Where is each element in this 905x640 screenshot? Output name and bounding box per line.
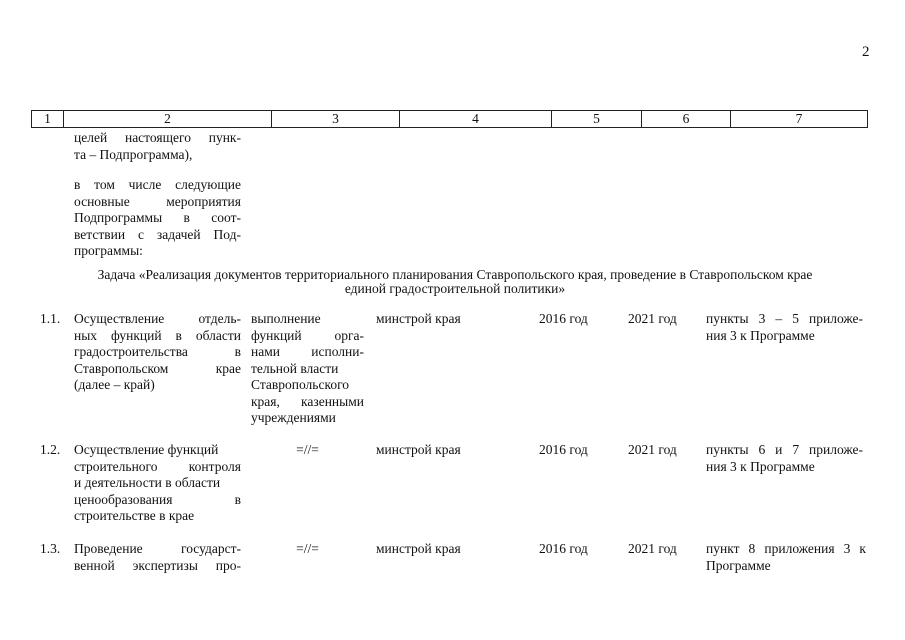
text-line: края, казенными	[251, 393, 364, 409]
start-year: 2016 год	[539, 442, 588, 457]
text-line: выполнение	[251, 311, 321, 326]
indicator-link	[706, 541, 866, 574]
row-number: 1.1.	[40, 311, 61, 326]
task-title	[40, 268, 870, 296]
row-number: 1.2.	[40, 442, 61, 457]
text-line: Программе	[706, 557, 771, 573]
text-line: Задача «Реализация документов территориального планирования Ставропольского края, проведение в Ставропольском крае	[97, 267, 813, 282]
text-line: строительного контроля	[74, 458, 241, 474]
measure-name	[74, 541, 241, 574]
text-line: ния 3 к Программе	[706, 327, 815, 343]
executor: минстрой края	[376, 311, 461, 326]
text-line: единой градостроительной политики»	[344, 281, 566, 296]
row-number: 1.3.	[40, 541, 61, 556]
indicator-link	[706, 311, 863, 344]
text-line: учреждениями	[251, 410, 336, 425]
text-line: основные мероприятия	[74, 193, 241, 209]
measure-name	[74, 311, 241, 394]
end-year: 2021 год	[628, 541, 677, 556]
text-line: ценообразования в	[74, 491, 241, 507]
start-year: 2016 год	[539, 541, 588, 556]
text-line: та – Подпрограмма),	[74, 146, 193, 162]
text-line: ния 3 к Программе	[706, 458, 815, 474]
text-line: венной экспертизы про-	[74, 557, 241, 573]
measure-type	[251, 442, 364, 459]
text-line: функций орга-	[251, 327, 364, 343]
start-year: 2016 год	[539, 311, 588, 326]
text-line: в том числе следующие	[74, 177, 241, 192]
text-line: тельной власти	[251, 360, 339, 376]
ditto-mark: =//=	[296, 442, 319, 457]
end-year: 2021 год	[628, 442, 677, 457]
text-line: (далее – край)	[74, 377, 155, 392]
ditto-mark: =//=	[296, 541, 319, 556]
header-col-3: 3	[272, 111, 400, 128]
column-number-header	[31, 110, 868, 128]
executor: минстрой края	[376, 442, 461, 457]
text-line: градостроительства в	[74, 344, 241, 359]
text-line: Осуществление отдель-	[74, 311, 241, 326]
text-line: и деятельности в области	[74, 475, 221, 490]
end-year: 2021 год	[628, 311, 677, 326]
header-col-4: 4	[400, 111, 552, 128]
text-line: Ставропольском крае	[74, 360, 241, 376]
continuation-paragraph-2	[74, 177, 241, 260]
header-col-6: 6	[642, 111, 731, 128]
measure-name	[74, 442, 241, 525]
text-line: пункт 8 приложения 3 к	[706, 541, 866, 556]
text-line: Проведение государст-	[74, 541, 241, 556]
text-line: нами исполни-	[251, 344, 364, 359]
text-line: пункты 6 и 7 приложе-	[706, 442, 863, 457]
header-col-1: 1	[32, 111, 64, 128]
page-number: 2	[862, 44, 870, 60]
header-col-7: 7	[731, 111, 868, 128]
text-line: Подпрограммы в соот-	[74, 210, 241, 225]
header-col-5: 5	[552, 111, 642, 128]
measure-type	[251, 311, 364, 427]
header-col-2: 2	[64, 111, 272, 128]
text-line: ных функций в области	[74, 327, 241, 343]
text-line: строительстве в крае	[74, 508, 195, 523]
measure-type	[251, 541, 364, 558]
text-line: целей настоящего пунк-	[74, 130, 241, 145]
executor: минстрой края	[376, 541, 461, 556]
text-line: пункты 3 – 5 приложе-	[706, 311, 863, 326]
text-line: программы:	[74, 243, 143, 258]
text-line: ветствии с задачей Под-	[74, 226, 241, 242]
text-line: Осуществление функций	[74, 442, 219, 457]
indicator-link	[706, 442, 863, 475]
text-line: Ставропольского	[251, 377, 350, 392]
continuation-paragraph-1	[74, 130, 241, 163]
